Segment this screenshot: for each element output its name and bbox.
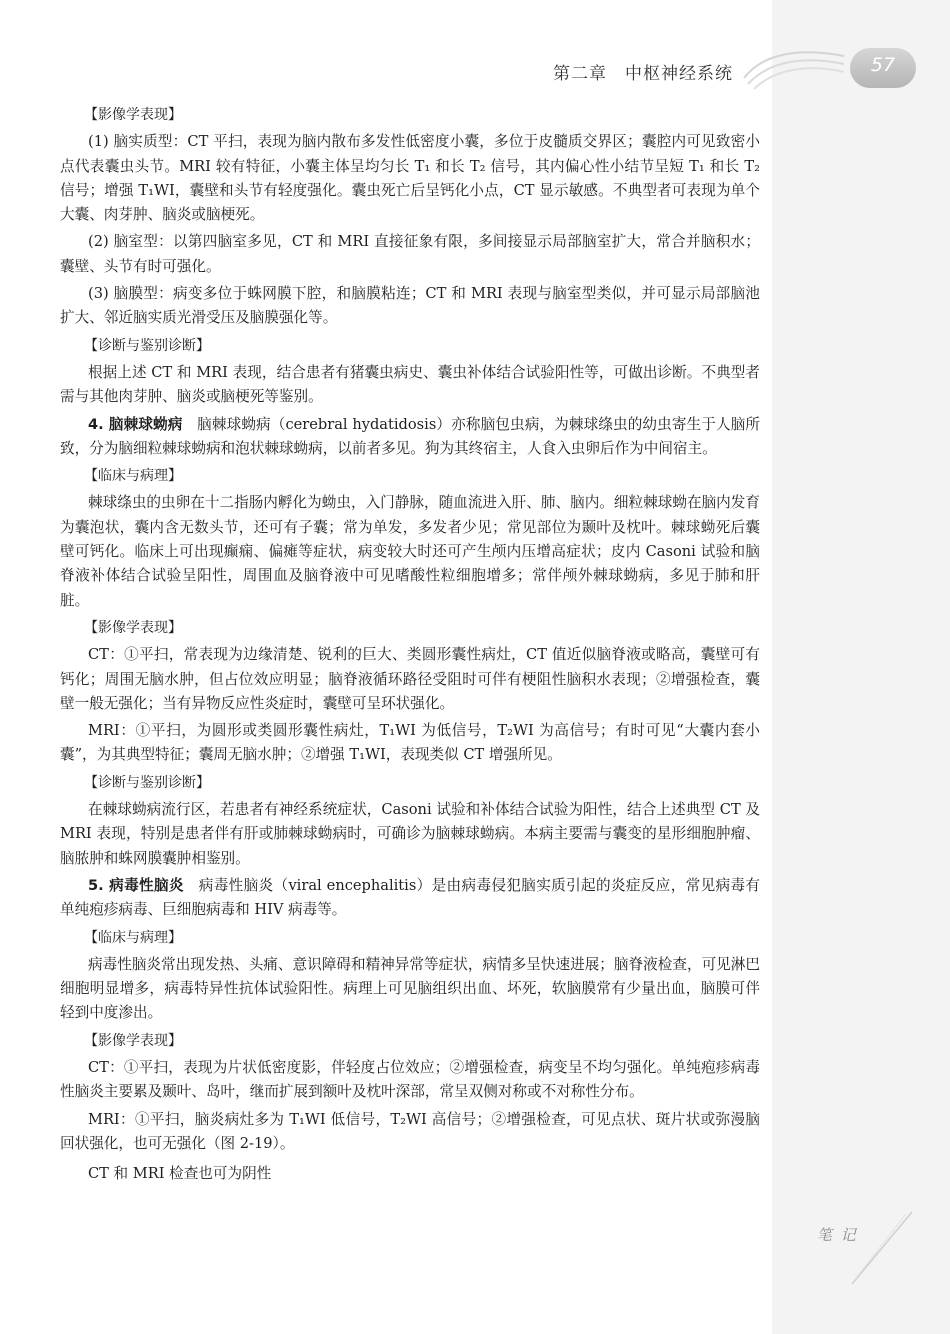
paragraph: (3) 脑膜型：病变多位于蛛网膜下腔，和脑膜粘连；CT 和 MRI 表现与脑室型类似，并可显示局部脑池扩大、邻近脑实质光滑受压及脑膜强化等。 <box>60 285 760 327</box>
paragraph: 棘球绦虫的虫卵在十二指肠内孵化为蚴虫，入门静脉，随血流进入肝、肺、脑内。细粒棘球蚴在脑内发育为囊泡状，囊内含无数头节，还可有子囊；常为单发，多发者少见；常见部位为颞叶及枕叶。棘球蚴死后囊壁可钙化。临床上可出现癫痫、偏瘫等症状，病变较大时还可产生颅内压增高症状；皮内 Casoni 试验和脑脊液补体结合试验呈阳性，周围血及脑脊液中可见嗜酸性粒细胞增多；常伴颅外棘球蚴病，多见于肺和肝脏。 <box>60 494 760 609</box>
section-heading: 【诊断与鉴别诊断】 <box>84 337 210 354</box>
topic-title: 4. 脑棘球蚴病 <box>88 415 183 433</box>
section-heading: 【临床与病理】 <box>84 929 182 946</box>
topic-title: 5. 病毒性脑炎 <box>88 876 184 894</box>
paragraph: CT：①平扫，常表现为边缘清楚、锐利的巨大、类圆形囊性病灶，CT 值近似脑脊液或略高，囊壁可有钙化；周围无脑水肿，但占位效应明显；脑脊液循环路径受阻时可伴有梗阻性脑积水表现；②增强检查，囊壁一般无强化；当有异物反应性炎症时，囊壁可呈环状强化。 <box>60 646 760 712</box>
pen-stroke-icon <box>846 1210 916 1290</box>
paragraph: MRI：①平扫，脑炎病灶多为 T₁WI 低信号，T₂WI 高信号；②增强检查，可见点状、斑片状或弥漫脑回状强化，也可无强化（图 2-19）。 <box>60 1110 760 1152</box>
paragraph: 根据上述 CT 和 MRI 表现，结合患者有猪囊虫病史、囊虫补体结合试验阳性等，可做出诊断。不典型者需与其他肉芽肿、脑炎或脑梗死等鉴别。 <box>60 363 760 406</box>
notes-label: 笔 记 <box>817 1226 858 1244</box>
paragraph: 病毒性脑炎常出现发热、头痛、意识障碍和精神异常等症状，病情多呈快速进展；脑脊液检查，可见淋巴细胞明显增多，病毒特异性抗体试验阳性。病理上可见脑组织出血、坏死，软脑膜常有少量出血，脑膜可伴轻到中度渗出。 <box>60 955 760 1022</box>
page-number: 57 <box>870 54 896 76</box>
paragraph: 在棘球蚴病流行区，若患者有神经系统症状，Casoni 试验和补体结合试验为阳性，结合上述典型 CT 及 MRI 表现，特别是患者伴有肝或肺棘球蚴病时，可确诊为脑棘球蚴病。本病主要需与囊变的星形细胞肿瘤、脑脓肿和蛛网膜囊肿相鉴别。 <box>60 801 760 867</box>
paragraph: (1) 脑实质型：CT 平扫，表现为脑内散布多发性低密度小囊，多位于皮髓质交界区；囊腔内可见致密小点代表囊虫头节。MRI 较有特征，小囊主体呈均匀长 T₁ 和长 T₂ 信号，其内偏心性小结节呈短 T₁ 和长 T₂ 信号；增强 T₁WI，囊壁和头节有轻度强化。囊虫死亡后呈钙化小点，CT 显示敏感。不典型者可表现为单个大囊、肉芽肿、脑炎或脑梗死。 <box>60 133 760 224</box>
section-heading: 【影像学表现】 <box>84 619 182 636</box>
paragraph: (2) 脑室型：以第四脑室多见，CT 和 MRI 直接征象有限，多间接显示局部脑室扩大，常合并脑积水；囊壁、头节有时可强化。 <box>60 233 760 275</box>
topic-paragraph <box>60 874 760 923</box>
topic-text: 脑棘球蚴病（cerebral hydatidosis）亦称脑包虫病，为棘球绦虫的幼虫寄生于人脑所致，分为脑细粒棘球蚴病和泡状棘球蚴病，以前者多见。狗为其终宿主，人食入虫卵后作为中间宿主。 <box>60 415 760 457</box>
margin-notes-strip <box>772 0 950 1334</box>
paragraph: MRI：①平扫，为圆形或类圆形囊性病灶，T₁WI 为低信号，T₂WI 为高信号；有时可见“大囊内套小囊”，为其典型特征；囊周无脑水肿；②增强 T₁WI，表现类似 CT 增强所见。 <box>60 722 760 764</box>
section-heading: 【诊断与鉴别诊断】 <box>84 774 210 791</box>
section-heading: 【临床与病理】 <box>84 468 182 485</box>
section-heading: 【影像学表现】 <box>84 107 182 123</box>
paragraph: CT：①平扫，表现为片状低密度影，伴轻度占位效应；②增强检查，病变呈不均匀强化。单纯疱疹病毒性脑炎主要累及颞叶、岛叶，继而扩展到额叶及枕叶深部，常呈双侧对称或不对称性分布。 <box>60 1058 760 1101</box>
body-text <box>60 103 760 1189</box>
topic-paragraph <box>60 413 760 462</box>
topic-text: 病毒性脑炎（viral encephalitis）是由病毒侵犯脑实质引起的炎症反应，常见病毒有单纯疱疹病毒、巨细胞病毒和 HIV 病毒等。 <box>60 876 760 919</box>
section-heading: 【影像学表现】 <box>84 1032 182 1049</box>
chapter-title: 第二章 中枢神经系统 <box>553 64 733 84</box>
paragraph: CT 和 MRI 检查也可为阴性 <box>88 1165 272 1183</box>
page-header <box>0 0 950 100</box>
swirl-decoration-icon <box>740 44 850 94</box>
